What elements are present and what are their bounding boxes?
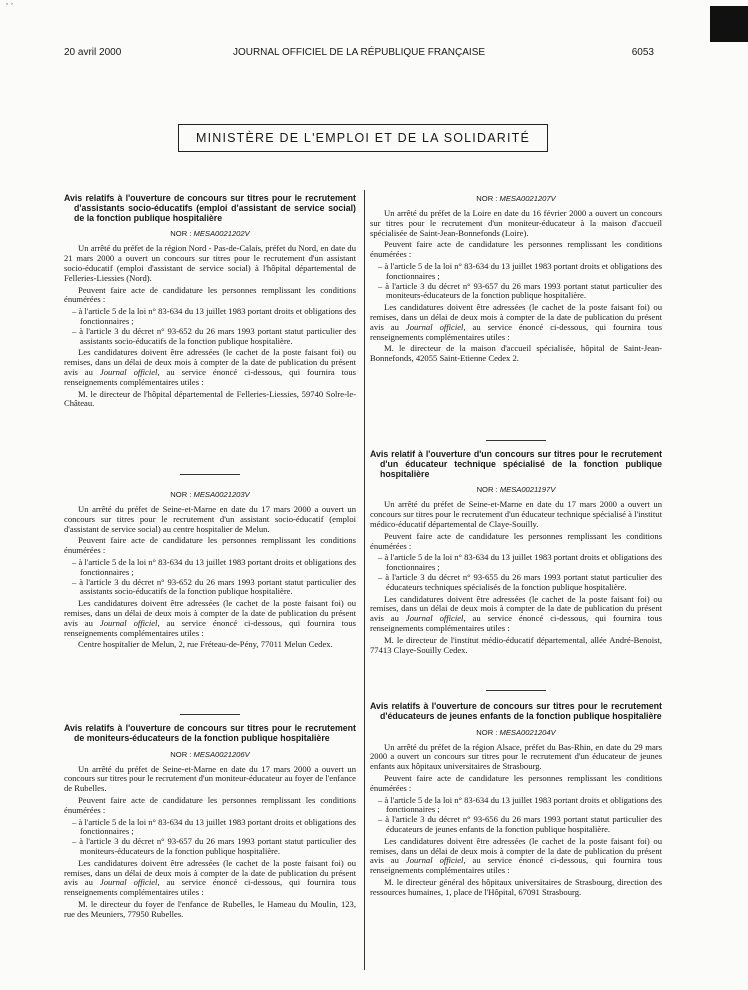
column-divider — [364, 190, 365, 970]
notice-title: Avis relatifs à l'ouverture de concours sur titres pour le recrutement d'éducateurs de jeunes enfants de la fonction publique hospitalière — [370, 701, 662, 721]
journal-officiel-emphasis: Journal officiel — [99, 617, 158, 628]
nor-reference — [370, 728, 662, 737]
condition-item: – à l'article 3 du décret n° 93-657 du 26 mars 1993 portant statut particulier des moniteurs-éducateurs de la fonction publique hospitalière. — [370, 282, 662, 302]
notice-intro: Un arrêté du préfet de Seine-et-Marne en date du 17 mars 2000 a ouvert un concours sur titres pour le recrutement d'un moniteur-éducateur au foyer de l'enfance de Rubelles. — [64, 763, 356, 794]
nor-reference — [370, 194, 662, 203]
journal-officiel-emphasis: Journal officiel — [99, 366, 158, 377]
condition-item: – à l'article 5 de la loi n° 83-634 du 13 juillet 1983 portant droits et obligations des fonctionnaires ; — [370, 796, 662, 816]
page-header — [64, 47, 654, 61]
notice-intro: Un arrêté du préfet de Seine-et-Marne en date du 17 mars 2000 a ouvert un concours sur titres pour le recrutement d'un assistant socio-éducatif (emploi d'assistant de service social) au centre hospitalier de Melun. — [64, 504, 356, 534]
nor-reference — [64, 750, 356, 759]
notice-section — [64, 484, 356, 652]
notice-section — [370, 450, 662, 657]
nor-label: NOR : — [476, 194, 498, 203]
nor-label: NOR : — [476, 485, 498, 495]
section-separator — [486, 440, 546, 441]
notice-candidates: Peuvent faire acte de candidature les personnes remplissant les conditions énumérées : — [64, 535, 356, 556]
nor-code: MESA0021202V — [193, 229, 250, 239]
notice-address: M. le directeur général des hôpitaux universitaires de Strasbourg, direction des ressources humaines, 1, place de l'Hôpital, 67091 Strasbourg. — [370, 876, 662, 897]
notice-intro: Un arrêté du préfet de la région Alsace, préfet du Bas-Rhin, en date du 29 mars 2000 a ouvert un concours sur titres pour le recrutement d'un éducateur de jeunes enfants aux hôpitaux universitaires de Strasbourg. — [370, 741, 662, 772]
condition-item: – à l'article 3 du décret n° 93-655 du 26 mars 1993 portant statut particulier des éducateurs techniques spécialisés de la fonction publique hospitalière. — [370, 573, 662, 593]
condition-item: – à l'article 3 du décret n° 93-656 du 26 mars 1993 portant statut particulier des éducateurs de jeunes enfants de la fonction publique hospitalière. — [370, 815, 662, 835]
notice-section — [64, 194, 356, 411]
notice-submission: Les candidatures doivent être adressées (le cachet de la poste faisant foi) ou remises, dans un délai de deux mois à compter de la date de publication du présent avis au Journal officiel, au service énoncé ci-dessous, qui fournira tous renseignements complémentaires utiles : — [64, 857, 356, 898]
section-separator — [180, 714, 240, 715]
notice-address: M. le directeur de la maison d'accueil spécialisée, hôpital de Saint-Jean-Bonnefonds, 42055 Saint-Etienne Cedex 2. — [370, 343, 662, 364]
notice-address: M. le directeur du foyer de l'enfance de Rubelles, le Hameau du Moulin, 123, rue des Meuniers, 77950 Rubelles. — [64, 898, 356, 919]
notice-submission: Les candidatures doivent être adressées (le cachet de la poste faisant foi) ou remises, dans un délai de deux mois à compter de la date de publication du présent avis au Journal officiel, au service énoncé ci-dessous, qui fournira tous renseignements complémentaires utiles : — [64, 598, 356, 638]
condition-item: – à l'article 5 de la loi n° 83-634 du 13 juillet 1983 portant droits et obligations des fonctionnaires ; — [64, 307, 356, 327]
page-edge-marker — [710, 6, 748, 42]
nor-reference — [64, 490, 356, 499]
notice-intro: Un arrêté du préfet de Seine-et-Marne en date du 17 mars 2000 a ouvert un concours sur titres pour le recrutement d'un éducateur technique spécialisé à l'institut médico-éducatif départemental de Claye-Souilly. — [370, 499, 662, 529]
journal-officiel-emphasis: Journal officiel — [405, 855, 464, 866]
ministry-banner: MINISTÈRE DE L'EMPLOI ET DE LA SOLIDARITÉ — [178, 124, 548, 152]
notice-submission: Les candidatures doivent être adressées (le cachet de la poste faisant foi) ou remises, dans un délai de deux mois à compter de la date de publication du présent avis au Journal officiel, au service énoncé ci-dessous, qui fournira tous renseignements complémentaires utiles : — [370, 593, 662, 633]
journal-officiel-emphasis: Journal officiel — [405, 321, 464, 332]
nor-reference — [64, 229, 356, 238]
notice-candidates: Peuvent faire acte de candidature les personnes remplissant les conditions énumérées : — [64, 794, 356, 815]
notice-candidates: Peuvent faire acte de candidature les personnes remplissant les conditions énumérées : — [370, 772, 662, 793]
header-journal-title: JOURNAL OFFICIEL DE LA RÉPUBLIQUE FRANÇAISE — [232, 47, 486, 58]
scan-mark: ʼ ˊ — [6, 2, 14, 12]
condition-item: – à l'article 5 de la loi n° 83-634 du 13 juillet 1983 portant droits et obligations des fonctionnaires ; — [64, 818, 356, 838]
nor-reference — [370, 485, 662, 494]
condition-item: – à l'article 3 du décret n° 93-652 du 26 mars 1993 portant statut particulier des assistants socio-éducatifs de la fonction publique hospitalière. — [64, 578, 356, 598]
journal-officiel-emphasis: Journal officiel — [99, 877, 158, 888]
nor-code: MESA0021204V — [499, 727, 556, 737]
notice-title: Avis relatif à l'ouverture d'un concours sur titres pour le recrutement d'un éducateur technique spécialisé de la fonction publique hospitalière — [370, 449, 662, 479]
condition-item: – à l'article 5 de la loi n° 83-634 du 13 juillet 1983 portant droits et obligations des fonctionnaires ; — [370, 553, 662, 573]
nor-label: NOR : — [170, 749, 192, 759]
nor-code: MESA0021197V — [499, 485, 556, 495]
nor-code: MESA0021206V — [193, 749, 250, 759]
notice-address: Centre hospitalier de Melun, 2, rue Fréteau-de-Pény, 77011 Melun Cedex. — [78, 639, 333, 650]
notice-submission: Les candidatures doivent être adressées (le cachet de la poste faisant foi) ou remises, dans un délai de deux mois à compter de la date de publication du présent avis au Journal officiel, au service énoncé ci-dessous, qui fournira tous renseignements complémentaires utiles : — [370, 302, 662, 342]
notice-section — [370, 194, 662, 366]
notice-section — [370, 702, 662, 900]
nor-code: MESA0021203V — [193, 490, 250, 499]
notice-address: M. le directeur de l'hôpital départemental de Felleries-Liessies, 59740 Solre-le-Château. — [64, 388, 356, 409]
nor-code: MESA0021207V — [499, 194, 556, 203]
nor-label: NOR : — [170, 229, 192, 239]
notice-title: Avis relatifs à l'ouverture de concours sur titres pour le recrutement d'assistants socio-éducatifs (emploi d'assistant de service social) de la fonction publique hospitalière — [64, 193, 356, 223]
notice-title: Avis relatifs à l'ouverture de concours sur titres pour le recrutement de moniteurs-éducateurs de la fonction publique hospitalière — [64, 723, 356, 743]
conditions-list — [64, 307, 356, 346]
condition-item: – à l'article 5 de la loi n° 83-634 du 13 juillet 1983 portant droits et obligations des fonctionnaires ; — [370, 262, 662, 282]
notice-submission: Les candidatures doivent être adressées (le cachet de la poste faisant foi) ou remises, dans un délai de deux mois à compter de la date de publication du présent avis au Journal officiel, au service énoncé ci-dessous, qui fournira tous renseignements complémentaires utiles : — [370, 835, 662, 876]
conditions-list — [64, 558, 356, 597]
section-separator — [180, 474, 240, 475]
nor-label: NOR : — [170, 490, 192, 499]
header-page-number: 6053 — [631, 47, 654, 58]
condition-item: – à l'article 3 du décret n° 93-652 du 26 mars 1993 portant statut particulier des assistants socio-éducatifs de la fonction publique hospitalière. — [64, 327, 356, 347]
condition-item: – à l'article 5 de la loi n° 83-634 du 13 juillet 1983 portant droits et obligations des fonctionnaires ; — [64, 558, 356, 578]
conditions-list — [64, 818, 356, 857]
notice-submission: Les candidatures doivent être adressées (le cachet de la poste faisant foi) ou remises, dans un délai de deux mois à compter de la date de publication du présent avis au Journal officiel, au service énoncé ci-dessous, qui fournira tous renseignements complémentaires utiles : — [64, 347, 356, 387]
notice-candidates: Peuvent faire acte de candidature les personnes remplissant les conditions énumérées : — [370, 239, 662, 260]
notice-intro: Un arrêté du préfet de la Loire en date du 16 février 2000 a ouvert un concours sur titres pour le recrutement d'un moniteur-éducateur à la maison d'accueil spécialisée de Saint-Jean-Bonnefonds (Loire). — [370, 208, 662, 238]
conditions-list — [370, 553, 662, 592]
notice-candidates: Peuvent faire acte de candidature les personnes remplissant les conditions énumérées : — [370, 530, 662, 551]
notice-section — [64, 724, 356, 922]
conditions-list — [370, 796, 662, 835]
conditions-list — [370, 262, 662, 301]
section-separator — [486, 690, 546, 691]
header-date: 20 avril 2000 — [64, 47, 122, 58]
condition-item: – à l'article 3 du décret n° 93-657 du 26 mars 1993 portant statut particulier des moniteurs-éducateurs de la fonction publique hospitalière. — [64, 837, 356, 857]
nor-label: NOR : — [476, 727, 498, 737]
notice-candidates: Peuvent faire acte de candidature les personnes remplissant les conditions énumérées : — [64, 284, 356, 305]
notice-address: M. le directeur de l'institut médio-éducatif départemental, allée André-Benoist, 77413 Claye-Souilly Cedex. — [370, 634, 662, 655]
notice-intro: Un arrêté du préfet de la région Nord - Pas-de-Calais, préfet du Nord, en date du 21 mars 2000 a ouvert un concours sur titres pour le recrutement d'un assistant socio-éducatif (emploi d'assistant de service social) à l'hôpital départemental de Felleries-Liessies (Nord). — [64, 243, 356, 283]
journal-officiel-emphasis: Journal officiel — [405, 613, 464, 624]
